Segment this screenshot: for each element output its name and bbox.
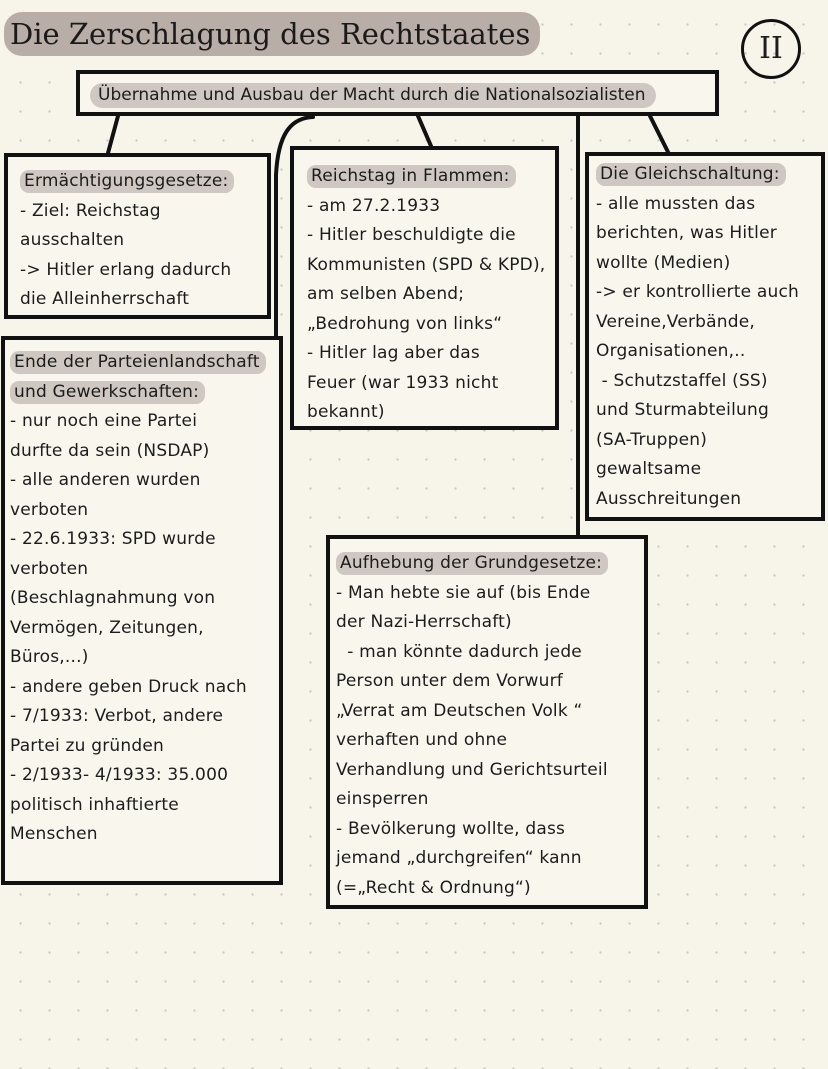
box-heading: Aufhebung der Grundgesetze: [336,552,608,575]
box-line: -> Hitler erlang dadurch [20,259,232,280]
box-line: „Verrat am Deutschen Volk “ [336,700,583,721]
box-line: politisch inhaftierte [10,794,179,815]
box-line: - andere geben Druck nach [10,676,247,697]
box-line: gewaltsame [596,459,702,479]
box-line: - man könnte dadurch jede [336,641,582,662]
box-line: und Sturmabteilung [596,400,769,420]
box-line: am selben Abend; [307,284,465,304]
box-reichstag-in-flammen [290,146,559,430]
box-line: die Alleinherrschaft [20,289,190,309]
box-line: verboten [10,499,89,520]
box-line: - nur noch eine Partei [10,411,198,431]
connector-gleichschaltung [650,116,668,152]
box-gleichschaltung [585,152,825,521]
box-heading: Reichstag in Flammen: [307,165,516,188]
box-line: Büros,...) [10,647,89,667]
box-line: Feuer (war 1933 nicht [307,372,499,393]
box-line: Kommunisten (SPD & KPD), [307,254,546,275]
connector-ermaechtigung [108,116,118,153]
main-heading: Übernahme und Ausbau der Macht durch die Nationalsozialisten [90,83,656,108]
box-line: wollte (Medien) [596,252,731,273]
box-line: - Hitler beschuldigte die [307,225,516,245]
box-line: Ausschreitungen [596,488,742,509]
box-line: - alle anderen wurden [10,470,201,490]
main-heading-box [76,70,719,116]
box-line: - 2/1933- 4/1933: 35.000 [10,765,229,785]
box-line: Person unter dem Vorwurf [336,671,563,691]
box-line: „Bedrohung von links“ [307,313,503,334]
box-line: Verhandlung und Gerichtsurteil [336,759,608,780]
box-heading: Ende der Parteienlandschaft [10,351,266,374]
box-line: Menschen [10,824,98,844]
box-line: -> er kontrollierte auch [596,282,799,302]
box-heading: Die Gleichschaltung: [596,163,786,186]
box-line: - Ziel: Reichstag [20,200,161,221]
box-line: - 7/1933: Verbot, andere [10,706,224,726]
box-line: Organisationen,.. [596,341,746,361]
box-ende-parteienlandschaft [1,336,283,885]
box-line: bekannt) [307,402,385,422]
box-line: ausschalten [20,230,125,250]
box-line: verhaften und ohne [336,730,508,750]
box-aufhebung-grundgesetze [326,535,648,909]
box-line: jemand „durchgreifen“ kann [336,848,582,868]
box-line: einsperren [336,789,429,809]
box-line: (SA-Truppen) [596,429,708,450]
box-line: verboten [10,558,89,579]
box-line: - Schutzstaffel (SS) [596,370,768,391]
box-heading: und Gewerkschaften: [10,381,205,404]
box-line: - alle mussten das [596,193,756,214]
connector-reichstag [418,116,431,146]
box-line: durfte da sein (NSDAP) [10,440,210,461]
box-line: - Bevölkerung wollte, dass [336,818,566,839]
box-line: - am 27.2.1933 [307,195,441,216]
box-line: der Nazi-Herrschaft) [336,612,512,632]
box-line: (=„Recht & Ordnung“) [336,877,531,898]
box-line: Partei zu gründen [10,735,165,756]
box-line: (Beschlagnahmung von [10,588,216,608]
box-heading: Ermächtigungsgesetze: [20,170,234,193]
box-line: berichten, was Hitler [596,223,777,243]
box-ermaechtigungsgesetze [4,153,271,319]
box-line: - 22.6.1933: SPD wurde [10,529,216,549]
box-line: Vereine,Verbände, [596,311,755,332]
box-line: Vermögen, Zeitungen, [10,617,204,638]
box-line: - Hitler lag aber das [307,343,480,363]
page-number: II [741,19,801,79]
page-title: Die Zerschlagung des Rechtstaates [4,12,540,56]
box-line: - Man hebte sie auf (bis Ende [336,582,591,603]
